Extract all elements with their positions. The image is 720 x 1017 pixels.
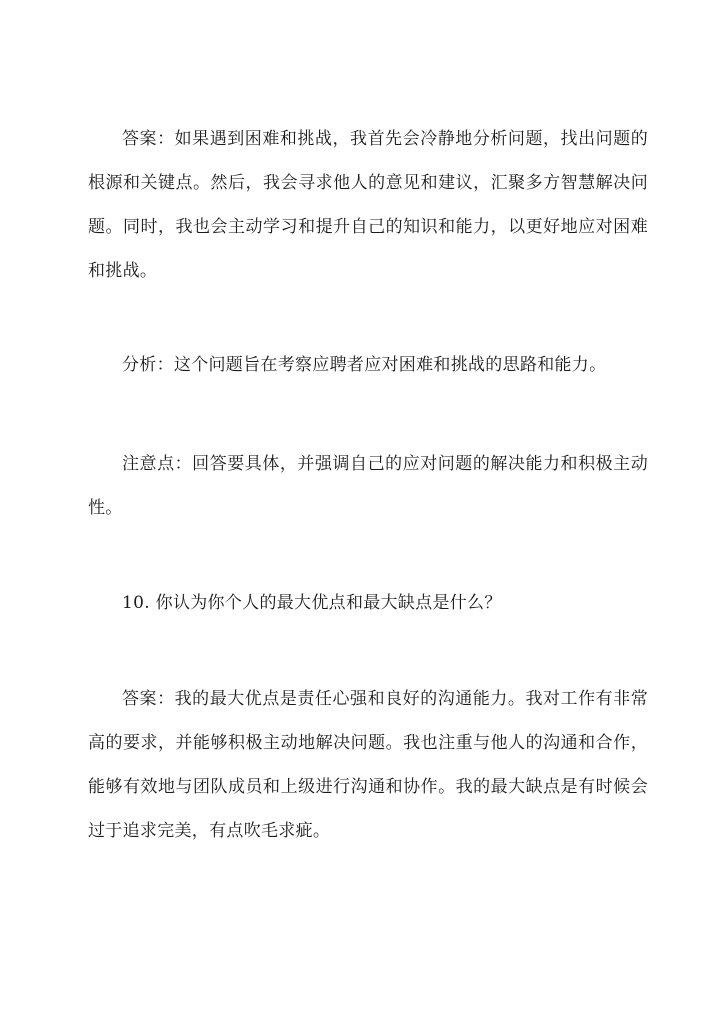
analysis-paragraph: 分析：这个问题旨在考察应聘者应对困难和挑战的思路和能力。 (122, 355, 607, 375)
question-10-heading: 10. 你认为你个人的最大优点和最大缺点是什么？ (122, 593, 502, 613)
answer-paragraph-challenges: 答案：如果遇到困难和挑战，我首先会冷静地分析问题，找出问题的根源和关键点。然后，我会寻求他人的意见和建议，汇聚多方智慧解决问题。同时，我也会主动学习和提升自己的知识和能力，以更好地应对困难和挑战。 (88, 129, 648, 281)
notes-paragraph: 注意点：回答要具体，并强调自己的应对问题的解决能力和积极主动性。 (88, 454, 648, 518)
answer-paragraph-strengths-weaknesses: 答案：我的最大优点是责任心强和良好的沟通能力。我对工作有非常高的要求，并能够积极主动地解决问题。我也注重与他人的沟通和合作，能够有效地与团队成员和上级进行沟通和协作。我的最大缺点是有时候会过于追求完美，有点吹毛求疵。 (88, 689, 648, 841)
